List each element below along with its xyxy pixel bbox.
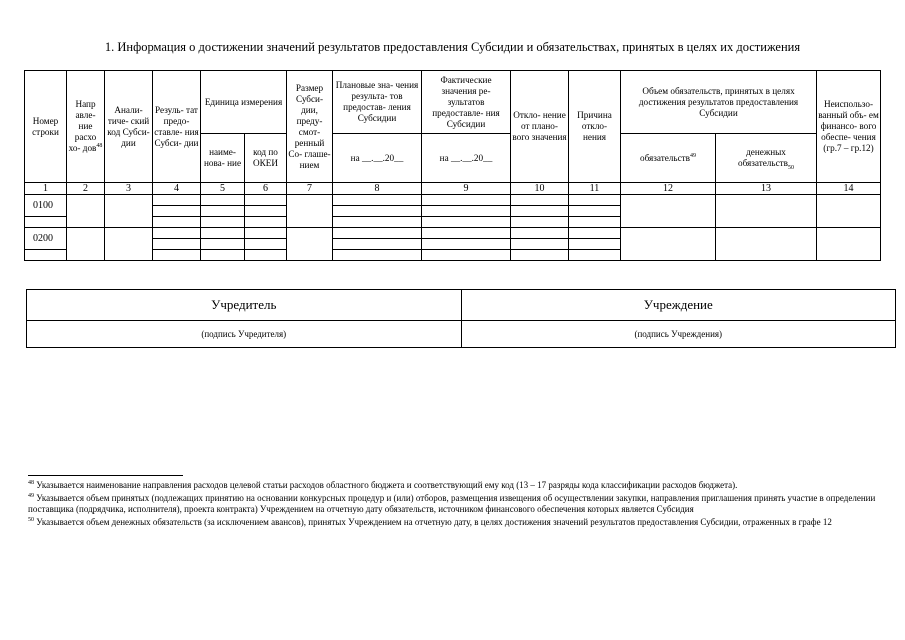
table-cell: [153, 217, 201, 228]
column-number: 11: [569, 183, 621, 195]
table-cell: [511, 239, 569, 250]
header-subsidy-size: Размер Субси- дии, преду- смот- ренный Со- глаше- нием: [287, 71, 333, 183]
table-cell: [105, 195, 153, 228]
header-deviation: Откло- нение от плано- вого значения: [511, 71, 569, 183]
header-actual: Фактические значения ре- зультатов предоставле- ния Субсидии: [422, 71, 511, 134]
column-number: 13: [716, 183, 817, 195]
founder-signature-caption: (подпись Учредителя): [27, 321, 462, 348]
header-analytic-code: Анали- тиче- ский код Субси- дии: [105, 71, 153, 183]
results-table: [24, 70, 881, 261]
footnotes: [28, 480, 883, 529]
table-cell: [67, 195, 105, 228]
table-cell: [817, 195, 881, 228]
table-cell: [245, 250, 287, 261]
table-cell: [153, 239, 201, 250]
table-cell: [511, 217, 569, 228]
footnote: $^{48}$ Указывается наименование направления расходов целевой статьи расходов областного бюджета и соответствующий ему код (13 – 17 разряды кода классификации расходов бюджета).: [28, 480, 738, 490]
column-number: 7: [287, 183, 333, 195]
table-cell: [716, 228, 817, 261]
signature-table: [26, 289, 896, 348]
table-cell: [621, 228, 716, 261]
table-cell: [511, 250, 569, 261]
table-row: [25, 195, 881, 206]
header-direction: Напр авле- ние расхо хо- дов$^{48}$: [67, 71, 105, 183]
table-cell: [67, 228, 105, 261]
institution-signature-caption: (подпись Учреждения): [461, 321, 896, 348]
table-cell: [25, 250, 67, 261]
header-obligations: Объем обязательств, принятых в целях достижения результатов предоставления Субсидии: [621, 71, 817, 134]
table-cell: [201, 228, 245, 239]
table-cell: [569, 195, 621, 206]
founder-label: Учредитель: [27, 290, 462, 321]
table-cell: [201, 195, 245, 206]
table-cell: [245, 228, 287, 239]
column-number: 9: [422, 183, 511, 195]
table-cell: [569, 250, 621, 261]
table-cell: [422, 250, 511, 261]
column-numbers-row: [25, 183, 881, 195]
table-cell: [333, 217, 422, 228]
table-cell: [153, 250, 201, 261]
column-number: 5: [201, 183, 245, 195]
header-planned-date: на __.__.20__: [333, 134, 422, 183]
header-unit-name: наиме- нова- ние: [201, 134, 245, 183]
table-cell: [569, 228, 621, 239]
table-cell: [569, 239, 621, 250]
column-number: 1: [25, 183, 67, 195]
footnote-divider: [28, 475, 183, 476]
table-cell: [511, 206, 569, 217]
table-cell: [569, 206, 621, 217]
table-cell: [569, 217, 621, 228]
table-row: [25, 228, 881, 239]
institution-label: Учреждение: [461, 290, 896, 321]
table-cell: [333, 228, 422, 239]
table-cell: [422, 228, 511, 239]
table-cell: [201, 217, 245, 228]
column-number: 2: [67, 183, 105, 195]
table-cell: [817, 228, 881, 261]
column-number: 4: [153, 183, 201, 195]
column-number: 14: [817, 183, 881, 195]
table-cell: [621, 195, 716, 228]
table-cell: [422, 206, 511, 217]
column-number: 12: [621, 183, 716, 195]
table-cell: [153, 195, 201, 206]
header-unused: Неиспользо- ванный объ- ем финансо- вого обеспе- чения (гр.7 – гр.12): [817, 71, 881, 183]
header-reason: Причина откло- нения: [569, 71, 621, 183]
table-cell: [287, 228, 333, 261]
table-cell: [333, 250, 422, 261]
footnote: $^{49}$ Указывается объем принятых (подлежащих принятию на основании конкурсных процедур и (или) отборов, размещения извещения об осуществлении закупки, направления приглашения принять участие в определении поставщика (подрядчика, исполнителя), проекта контракта) Учреждением на отчетную дату обязательств, источником финансового обеспечения которых является Субсидия: [28, 492, 876, 515]
table-cell: [422, 239, 511, 250]
table-cell: [153, 228, 201, 239]
table-cell: [25, 217, 67, 228]
header-row-number: Номер строки: [25, 71, 67, 183]
column-number: 10: [511, 183, 569, 195]
header-obligations-general: обязательств$^{49}$: [621, 134, 716, 183]
table-cell: [511, 228, 569, 239]
column-number: 6: [245, 183, 287, 195]
header-unit: Единица измерения: [201, 71, 287, 134]
table-cell: [153, 206, 201, 217]
table-cell: [245, 206, 287, 217]
table-cell: [245, 217, 287, 228]
row-code: 0200: [25, 228, 67, 250]
table-cell: [287, 195, 333, 228]
table-cell: [333, 195, 422, 206]
table-cell: [201, 206, 245, 217]
table-cell: [333, 239, 422, 250]
column-number: 3: [105, 183, 153, 195]
table-cell: [422, 195, 511, 206]
column-number: 8: [333, 183, 422, 195]
table-cell: [201, 239, 245, 250]
header-obligations-money: денежных обязательств$_{50}$: [716, 134, 817, 183]
header-actual-date: на __.__.20__: [422, 134, 511, 183]
table-cell: [422, 217, 511, 228]
row-code: 0100: [25, 195, 67, 217]
header-unit-okei: код по ОКЕИ: [245, 134, 287, 183]
table-cell: [201, 250, 245, 261]
footnote: $^{50}$ Указывается объем денежных обязательств (за исключением авансов), принятых Учреждением на отчетную дату, в целях достижения значений результатов предоставления Субсидии, отраженных в графе 12: [28, 516, 832, 527]
table-cell: [716, 195, 817, 228]
header-planned: Плановые зна- чения результа- тов предостав- ления Субсидии: [333, 71, 422, 134]
table-cell: [333, 206, 422, 217]
table-cell: [245, 195, 287, 206]
header-result: Резуль- тат предо- ставле- ния Субси- дии: [153, 71, 201, 183]
table-cell: [245, 239, 287, 250]
section-title: 1. Информация о достижении значений результатов предоставления Субсидии и обязательствах, принятых в целях их достижения: [104, 40, 801, 54]
table-cell: [105, 228, 153, 261]
table-cell: [511, 195, 569, 206]
